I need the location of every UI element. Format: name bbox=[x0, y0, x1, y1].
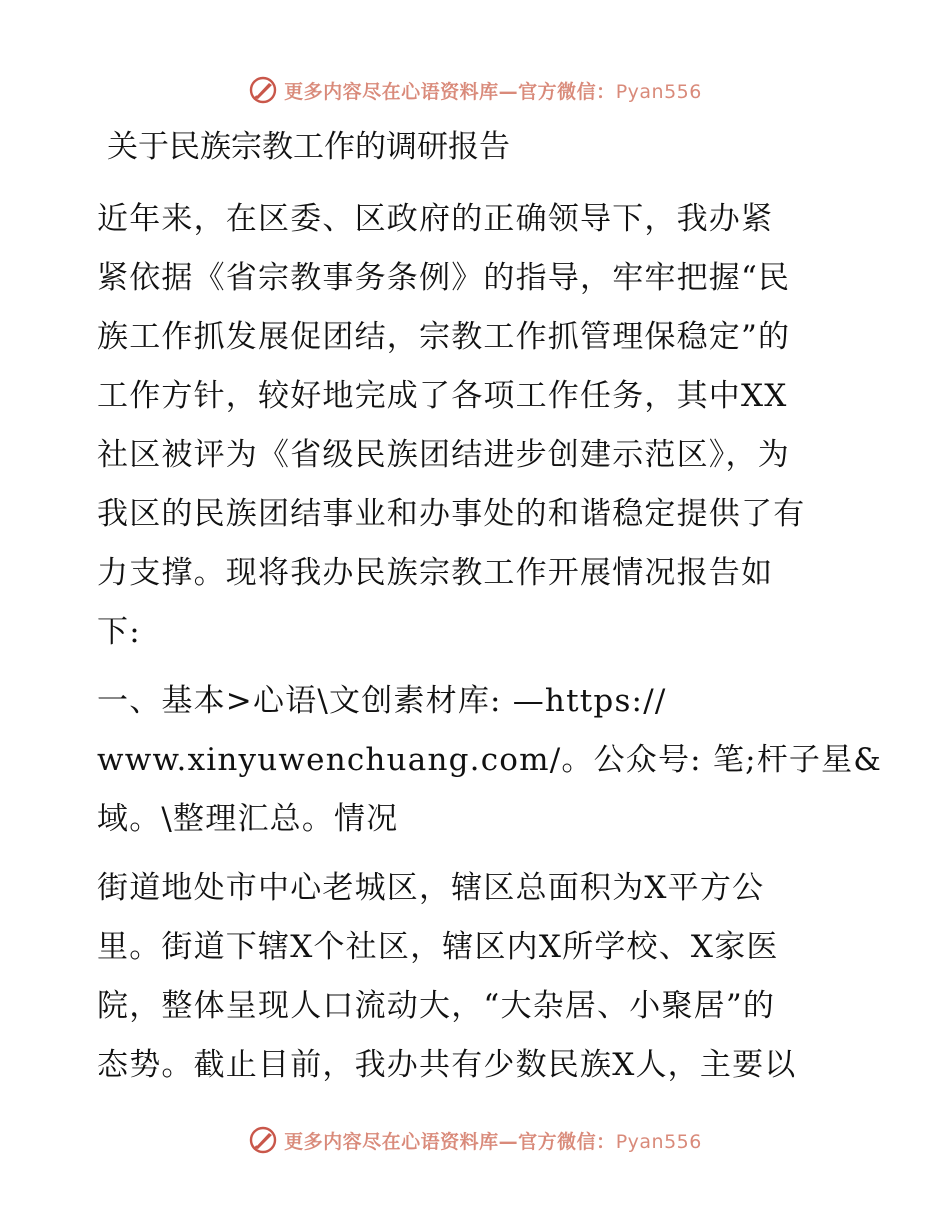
document-body bbox=[97, 122, 883, 1105]
paragraph-section-heading bbox=[97, 672, 883, 849]
quill-pen-circle-icon bbox=[248, 75, 278, 105]
text-line: 族工作抓发展促团结，宗教工作抓管理保稳定”的 bbox=[97, 319, 791, 355]
text-line: 近年来，在区委、区政府的正确领导下，我办紧 bbox=[97, 201, 774, 237]
text-line: 我区的民族团结事业和办事处的和谐稳定提供了有 bbox=[97, 496, 806, 532]
text-line: 院，整体呈现人口流动大，“大杂居、小聚居”的 bbox=[97, 988, 776, 1024]
watermark-text: 更多内容尽在心语资料库—官方微信：Pyan556 bbox=[284, 1130, 702, 1153]
text-line: 域。\整理汇总。情况 bbox=[97, 801, 399, 837]
paragraph-intro bbox=[97, 190, 857, 662]
text-line: 一、基本>心语\文创素材库: —https:// bbox=[97, 683, 667, 719]
text-line: 态势。截止目前，我办共有少数民族X人，主要以 bbox=[97, 1047, 797, 1083]
document-title: 关于民族宗教工作的调研报告 bbox=[107, 129, 510, 165]
text-line: 力支撑。现将我办民族宗教工作开展情况报告如 bbox=[97, 555, 774, 591]
text-line: 紧依据《省宗教事务条例》的指导，牢牢把握“民 bbox=[97, 260, 791, 296]
text-line: 工作方针，较好地完成了各项工作任务，其中XX bbox=[97, 378, 788, 414]
text-line: 里。街道下辖X个社区，辖区内X所学校、X家医 bbox=[97, 929, 779, 965]
header-watermark-banner bbox=[0, 68, 950, 112]
text-line: 社区被评为《省级民族团结进步创建示范区》，为 bbox=[97, 437, 790, 473]
text-line: 街道地处市中心老城区，辖区总面积为X平方公 bbox=[97, 870, 765, 906]
paragraph-basic-info bbox=[97, 859, 857, 1095]
footer-watermark-banner bbox=[0, 1118, 950, 1162]
watermark-text: 更多内容尽在心语资料库—官方微信：Pyan556 bbox=[284, 80, 702, 103]
text-line: www.xinyuwenchuang.com/。公众号: 笔;杆子星& bbox=[97, 742, 883, 778]
text-line: 下: bbox=[97, 614, 141, 650]
quill-pen-circle-icon bbox=[248, 1125, 278, 1155]
